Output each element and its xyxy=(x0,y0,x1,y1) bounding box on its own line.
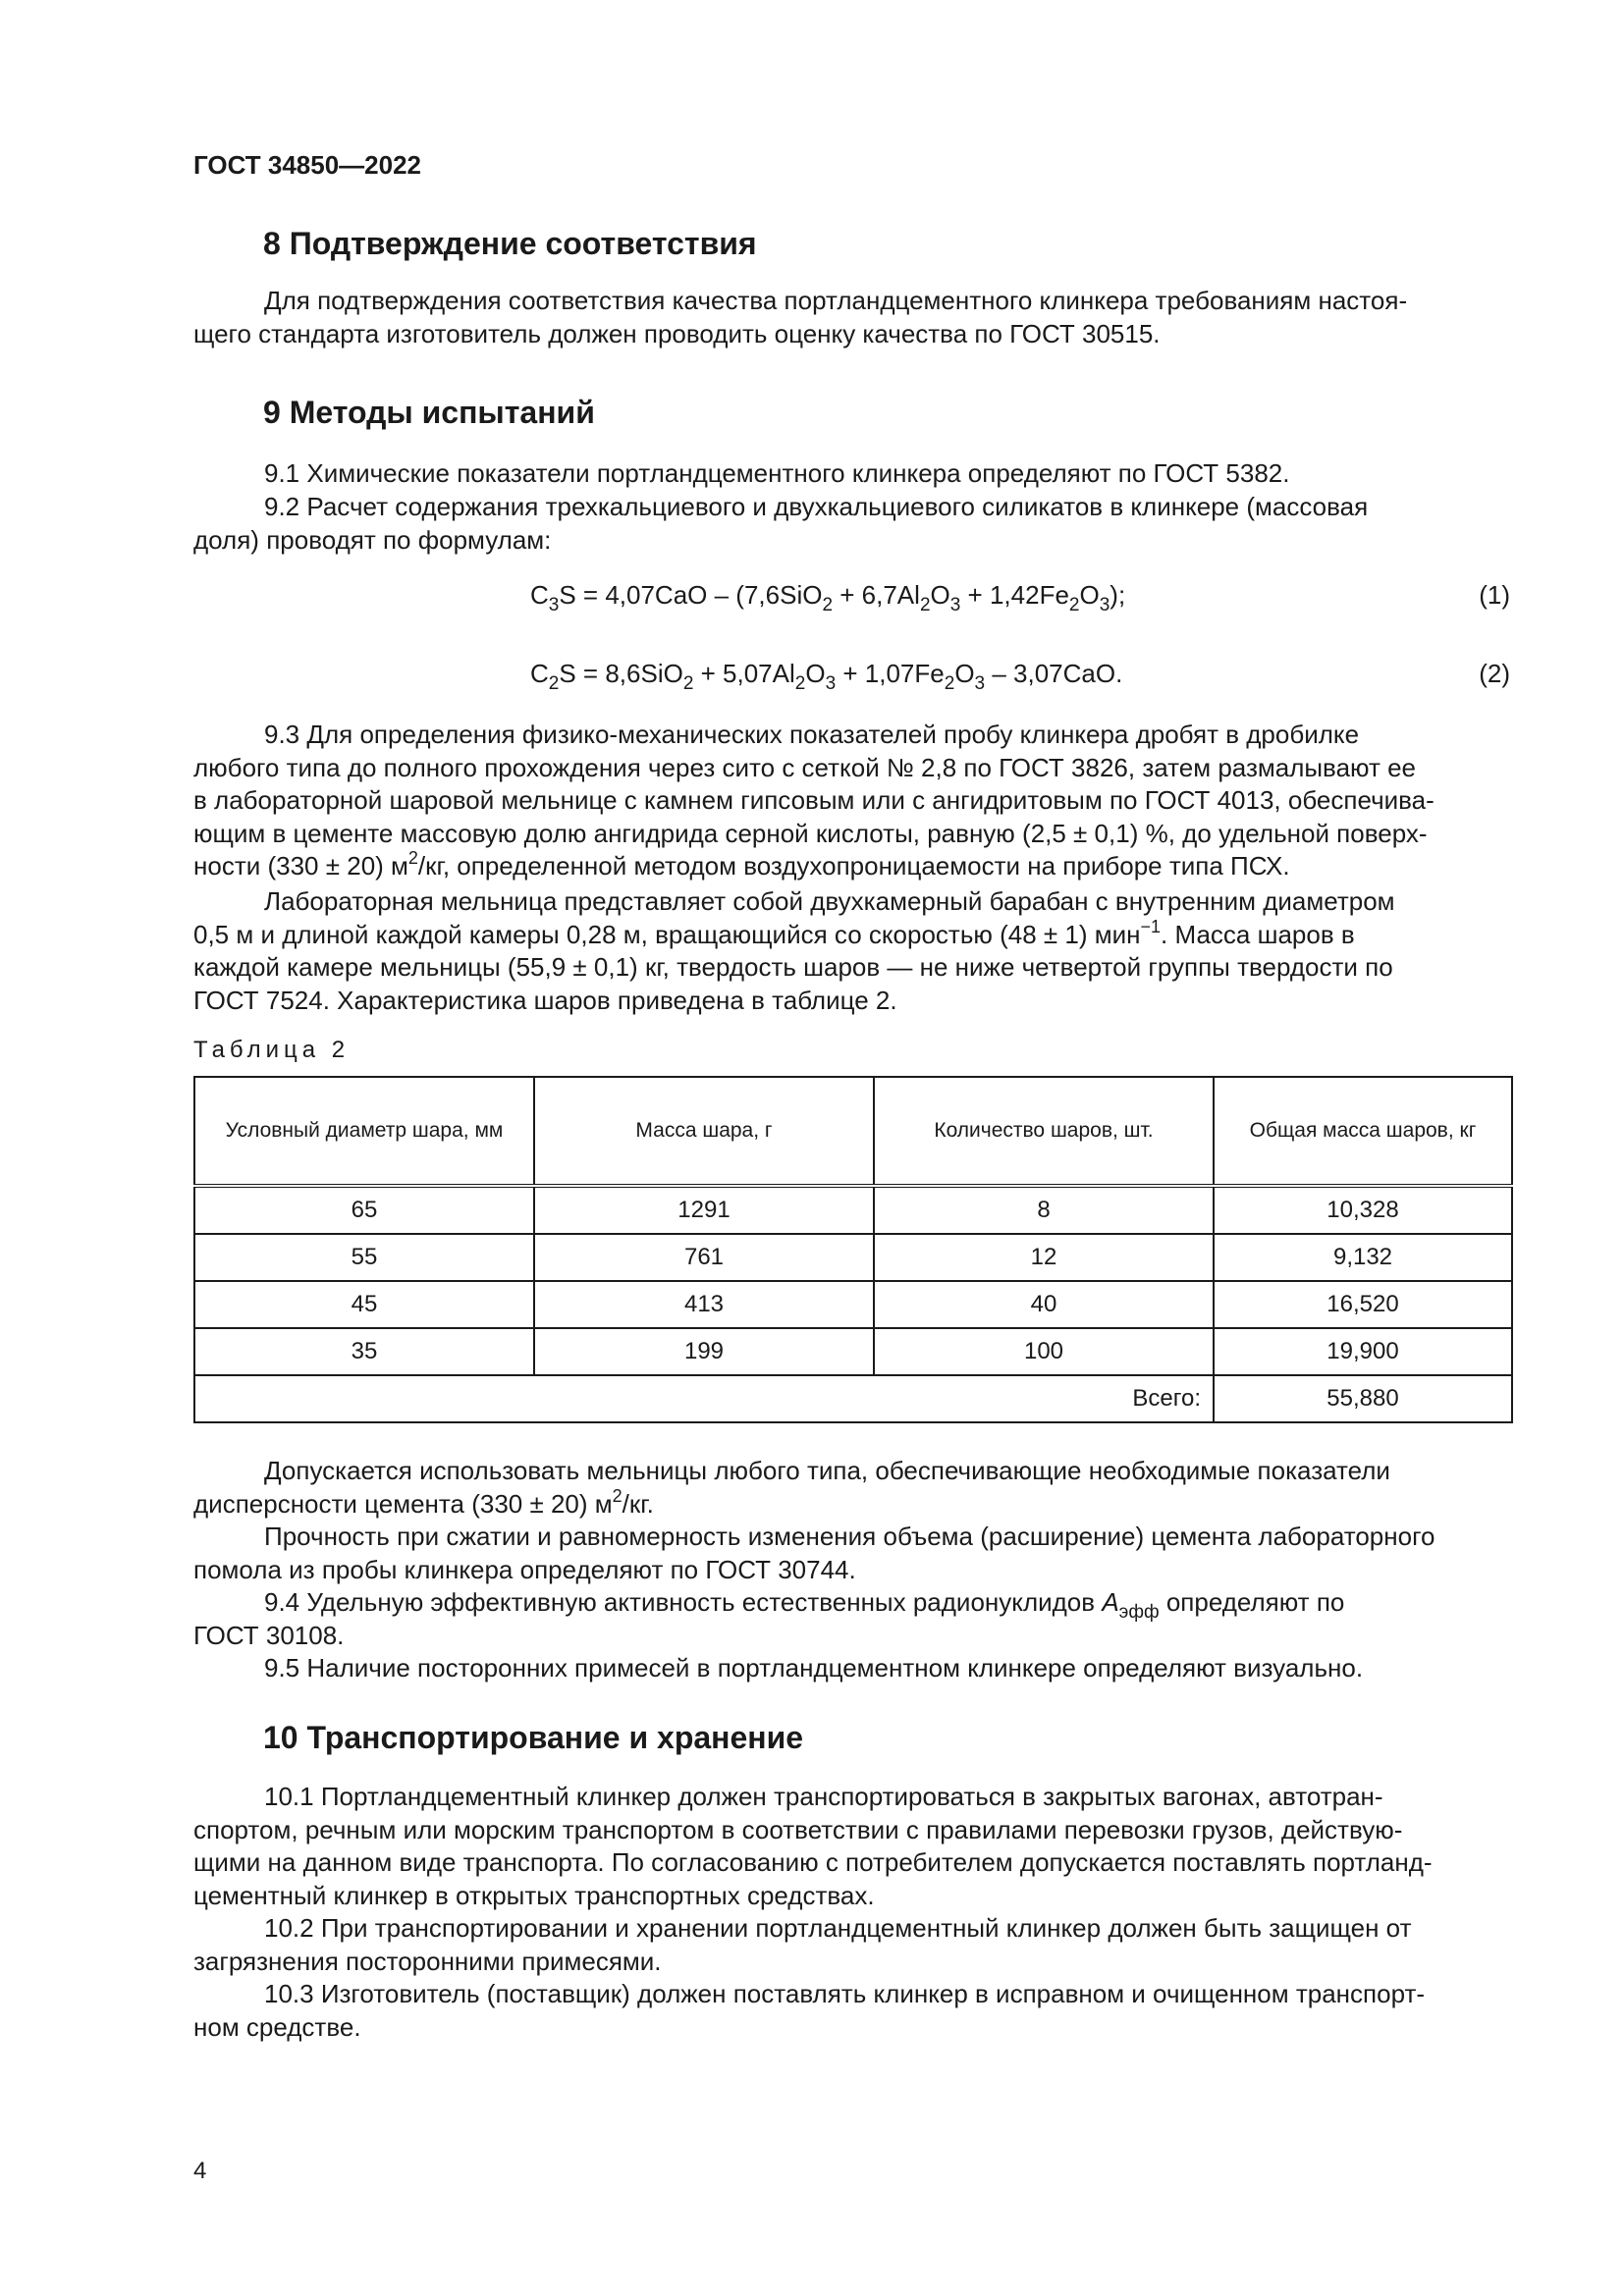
text-line: 9.5 Наличие посторонних примесей в портландцементном клинкере определяют визуально. xyxy=(264,1653,1364,1682)
table-cell: 10,328 xyxy=(1214,1186,1512,1234)
table-cell: 1291 xyxy=(534,1186,874,1234)
text-line: 9.1 Химические показатели портландцементного клинкера определяют по ГОСТ 5382. xyxy=(264,458,1290,488)
table-total-row xyxy=(194,1375,1512,1422)
table-cell: 19,900 xyxy=(1214,1328,1512,1375)
text-line: дисперсности цемента (330 ± 20) $м^2/кг$. xyxy=(193,1485,654,1519)
text-line: щего стандарта изготовитель должен проводить оценку качества по ГОСТ 30515. xyxy=(193,318,1161,348)
equation-number-1: (1) xyxy=(1479,580,1510,610)
table-cell: 8 xyxy=(874,1186,1214,1234)
table-cell: 45 xyxy=(194,1281,534,1328)
text-line: любого типа до полного прохождения через сито с сеткой № 2,8 по ГОСТ 3826, затем размалывают ее xyxy=(193,752,1417,782)
text-line: ГОСТ 7524. Характеристика шаров приведена в таблице 2. xyxy=(193,985,897,1015)
text-line: Прочность при сжатии и равномерность изменения объема (расширение) цемента лабораторного xyxy=(264,1522,1435,1551)
text-line: 0,5 м и длиной каждой камеры 0,28 м, вращающийся со скоростью (48 ± 1) мин$^{-1}$. Масса шаров в xyxy=(193,916,1355,949)
text-line: Лабораторная мельница представляет собой двухкамерный барабан с внутренним диаметром xyxy=(264,886,1395,916)
table-header-row xyxy=(194,1077,1512,1186)
page-number: 4 xyxy=(193,2158,207,2184)
table-cell: 16,520 xyxy=(1214,1281,1512,1328)
text-line: в лабораторной шаровой мельнице с камнем гипсовым или с ангидритовым по ГОСТ 4013, обеспечива- xyxy=(193,785,1435,815)
section-8-paragraph xyxy=(193,285,1511,350)
text-line: 10.2 При транспортировании и хранении портландцементный клинкер должен быть защищен от xyxy=(264,1913,1412,1943)
text-line: 9.3 Для определения физико-механических показателей пробу клинкера дробят в дробилке xyxy=(264,720,1360,749)
section-10-title: 10 Транспортирование и хранение xyxy=(263,1720,804,1755)
text-line: 9.2 Расчет содержания трехкальциевого и двухкальциевого силикатов в клинкере (массовая xyxy=(264,492,1369,521)
text-line: спортом, речным или морским транспортом в соответствии с правилами перевозки грузов, действую- xyxy=(193,1814,1403,1844)
text-line: ности (330 ± 20) $м^2/кг$, определенной методом воздухопроницаемости на приборе типа ПСХ. xyxy=(193,848,1290,881)
paragraph-allow xyxy=(193,1455,1511,1521)
table-cell: 761 xyxy=(534,1234,874,1281)
column-header: Условный диаметр шара, мм xyxy=(194,1077,534,1186)
table-row xyxy=(194,1234,1512,1281)
table-cell: 9,132 xyxy=(1214,1234,1512,1281)
paragraph-9-1 xyxy=(193,457,1511,491)
table-cell: 55 xyxy=(194,1234,534,1281)
text-line: ном средстве. xyxy=(193,2011,361,2042)
table-cell: 199 xyxy=(534,1328,874,1375)
text-line: Допускается использовать мельницы любого типа, обеспечивающие необходимые показатели xyxy=(264,1456,1390,1485)
paragraph-10-3 xyxy=(193,1978,1511,2044)
section-8-title: 8 Подтверждение соответствия xyxy=(263,226,757,261)
text-line: каждой камере мельницы (55,9 ± 0,1) кг, твердость шаров — не ниже четвертой группы твердости по xyxy=(193,952,1393,982)
table-row xyxy=(194,1328,1512,1375)
paragraph-mill xyxy=(193,885,1511,1017)
text-line: 9.4 Удельную эффективную активность естественных радионуклидов $A_{эфф}$ определяют по xyxy=(264,1587,1345,1623)
table-cell: 100 xyxy=(874,1328,1214,1375)
column-header: Общая масса шаров, кг xyxy=(1214,1077,1512,1186)
paragraph-10-2 xyxy=(193,1912,1511,1978)
column-header: Масса шара, г xyxy=(534,1077,874,1186)
text-line: ющим в цементе массовую долю ангидрида серной кислоты, равную (2,5 ± 0,1) %, до удельной поверх- xyxy=(193,818,1428,848)
balls-table xyxy=(193,1076,1513,1423)
paragraph-9-3 xyxy=(193,719,1511,883)
paragraph-strength xyxy=(193,1521,1511,1586)
table-cell: 413 xyxy=(534,1281,874,1328)
text-line: щими на данном виде транспорта. По согласованию с потребителем допускается поставлять портланд- xyxy=(193,1847,1433,1877)
total-value: 55,880 xyxy=(1214,1375,1512,1422)
text-line: загрязнения посторонними примесями. xyxy=(193,1946,662,1976)
table-caption: Таблица 2 xyxy=(193,1037,351,1063)
text-line: 10.1 Портландцементный клинкер должен транспортироваться в закрытых вагонах, автотран- xyxy=(264,1782,1383,1811)
table-row xyxy=(194,1186,1512,1234)
text-line: помола из пробы клинкера определяют по ГОСТ 30744. xyxy=(193,1554,856,1584)
paragraph-10-1 xyxy=(193,1781,1511,1912)
paragraph-9-2 xyxy=(193,491,1511,557)
text-line: доля) проводят по формулам: xyxy=(193,524,552,555)
table-cell: 40 xyxy=(874,1281,1214,1328)
paragraph-9-4 xyxy=(193,1586,1511,1652)
section-9-title: 9 Методы испытаний xyxy=(263,395,595,430)
formula-2: $C_2S = 8,6SiO_2 + 5,07Al_2O_3 + 1,07Fe_2O_3 - 3,07CaO$. xyxy=(530,659,1123,694)
table-cell: 35 xyxy=(194,1328,534,1375)
table-cell: 65 xyxy=(194,1186,534,1234)
text-line: ГОСТ 30108. xyxy=(193,1620,345,1650)
text-line: Для подтверждения соответствия качества портландцементного клинкера требованиям настоя- xyxy=(264,286,1408,315)
document-id: ГОСТ 34850—2022 xyxy=(193,150,421,180)
total-label: Всего: xyxy=(194,1375,1214,1422)
table-row xyxy=(194,1281,1512,1328)
paragraph-9-5 xyxy=(193,1652,1511,1685)
column-header: Количество шаров, шт. xyxy=(874,1077,1214,1186)
text-line: цементный клинкер в открытых транспортных средствах. xyxy=(193,1880,875,1910)
text-line: 10.3 Изготовитель (поставщик) должен поставлять клинкер в исправном и очищенном транспорт- xyxy=(264,1979,1426,2008)
table-cell: 12 xyxy=(874,1234,1214,1281)
formula-1: $C_3S = 4,07CaO - (7,6SiO_2 + 6,7Al_2O_3 + 1,42Fe_2O_3)$; xyxy=(530,580,1126,615)
equation-number-2: (2) xyxy=(1479,659,1510,688)
